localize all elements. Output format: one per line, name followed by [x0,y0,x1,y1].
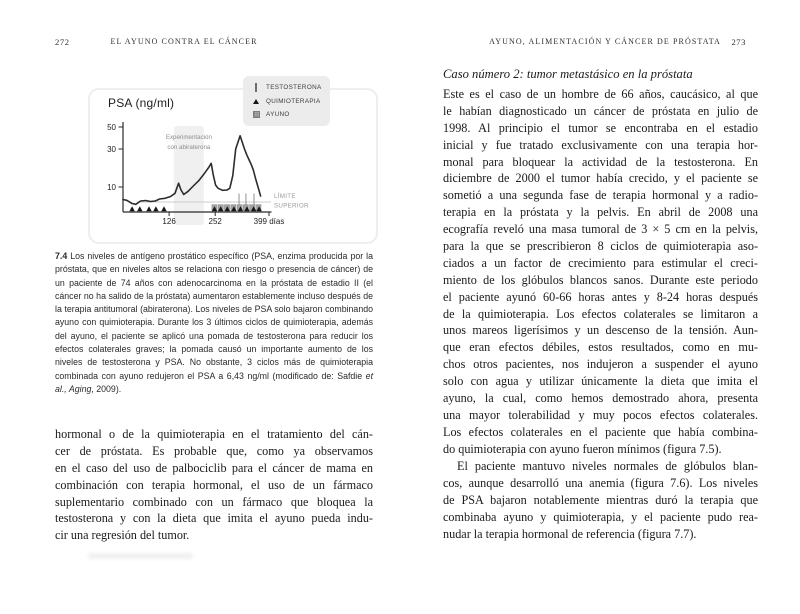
legend-row-ayuno [252,110,324,119]
chart-legend [243,76,330,126]
testosterona-marker-icon [252,83,260,92]
right-running-header: AYUNO, ALIMENTACIÓN Y CÁNCER DE PRÓSTATA [489,37,721,46]
legend-label-ayuno: AYUNO [266,111,290,118]
ayuno-marker-icon [252,111,260,118]
chart-title: PSA (ng/ml) [108,96,175,110]
legend-row-testosterona [252,83,324,92]
svg-text:con abiraterona: con abiraterona [167,144,211,151]
svg-text:30: 30 [107,144,116,154]
print-artifact [88,553,193,559]
svg-text:399 días: 399 días [253,217,285,226]
svg-text:126: 126 [162,217,176,226]
right-page-number: 273 [731,37,746,47]
figure-caption [55,250,373,396]
svg-text:50: 50 [107,122,116,132]
svg-text:252: 252 [208,217,222,226]
left-body-text: hormonal o de la quimioterapia en el tratamiento del cán- cer de próstata. Es probable que, como ya observamos en el caso del uso de palbociclib para el cáncer de mama en combinación con terapia hormonal, el uso de un fármaco suplementario combinado con un fármaco que bloquea la testosterona y con la dieta que imita el ayuno pueda indu- cir una regresión del tumor. [55,427,373,543]
caption-text: Los niveles de antígeno prostático específico (PSA, enzima producida por la próstata, que en niveles altos se relaciona con riesgo o presencia de cáncer) de un paciente de 74 años con adenocarcinoma en la próstata de estadio II (el cáncer no ha salido de la próstata) aumentaron establemente incluso después de la terapia antitumoral (abiraterona). Los niveles de PSA solo bajaron combinando ayuno con quimioterapia. Durante los 3 últimos ciclos de quimioterapia, además del ayuno, el paciente se aplicó una pomada de testosterona para reducir los efectos colaterales graves; la pomada causó un importante aumento de los niveles de testosterona y PSA. No obstante, 3 ciclos más de quimioterapia combinada con ayuno redujeron el PSA a 6,43 ng/ml (modificado de: Safdie [55,251,373,381]
legend-row-quimioterapia [252,97,324,106]
right-body-paragraph-1: Este es el caso de un hombre de 66 años, caucásico, al que le habían diagnosticado un cáncer de próstata en julio de 1998. Al principio el tumor se encontraba en el estadio inicial y fue tratado exclusivamente con una terapia hor- monal para bloquear la actividad de la testosterona. En diciembre de 2000 el tumor había crecido, y el paciente se sometió a una segunda fase de terapia hormonal y a radio- terapia en la próstata y la pelvis. En abril de 2008 una ecografía reveló una masa tumoral de 3 × 5 cm en la pelvis, para la que se prescribieron 8 ciclos de quimioterapia aso- ciados a un factor de crecimiento para estimular el creci- miento de los glóbulos blancos sanos. Durante este periodo el paciente ayunó 60-66 horas antes y 8-24 horas después de la quimioterapia. Los efectos colaterales se limitaron a unos mareos ligerísimos y un descenso de la tensión. Aun- que eran efectos débiles, estos resultados, como en mu- chos otros pacientes, nos indujeron a suspender el ayuno solo con agua y utilizar únicamente la dieta que imita el ayuno, la cual, como hemos demostrado ahora, presenta una mayor tolerabilidad y muy pocos efectos colaterales. Los efectos colaterales en el paciente que había combina- do quimioterapia con ayuno fueron mínimos (figura 7.5). [443,87,758,456]
svg-text:10: 10 [107,182,116,192]
psa-chart-svg [90,90,376,242]
svg-text:LÍMITE: LÍMITE [274,193,296,200]
caption-text-tail: , 2009). [91,383,122,394]
caption-number: 7.4 [55,251,68,261]
legend-label-testosterona: TESTOSTERONA [266,84,322,91]
left-running-header: EL AYUNO CONTRA EL CÁNCER [110,37,258,46]
caption-text-italic: et al., Aging [55,370,374,394]
section-heading: Caso número 2: tumor metastásico en la próstata [443,67,693,81]
psa-figure [88,88,378,244]
svg-text:Experimentación: Experimentación [165,134,212,141]
left-page-number: 272 [55,37,70,47]
legend-label-quimioterapia: QUIMIOTERAPIA [266,97,321,105]
svg-text:SUPERIOR: SUPERIOR [274,202,309,210]
quimioterapia-marker-icon [252,99,260,104]
right-body-paragraph-2: El paciente mantuvo niveles normales de glóbulos blan- cos, aunque desarrolló una anemia (figura 7.6). Los niveles de PSA bajaron notablemente mientras duró la terapia que combinaba ayuno y quimioterapia, y el paciente pudo rea- nudar la terapia hormonal de referencia (figura 7.7). [443,459,758,541]
